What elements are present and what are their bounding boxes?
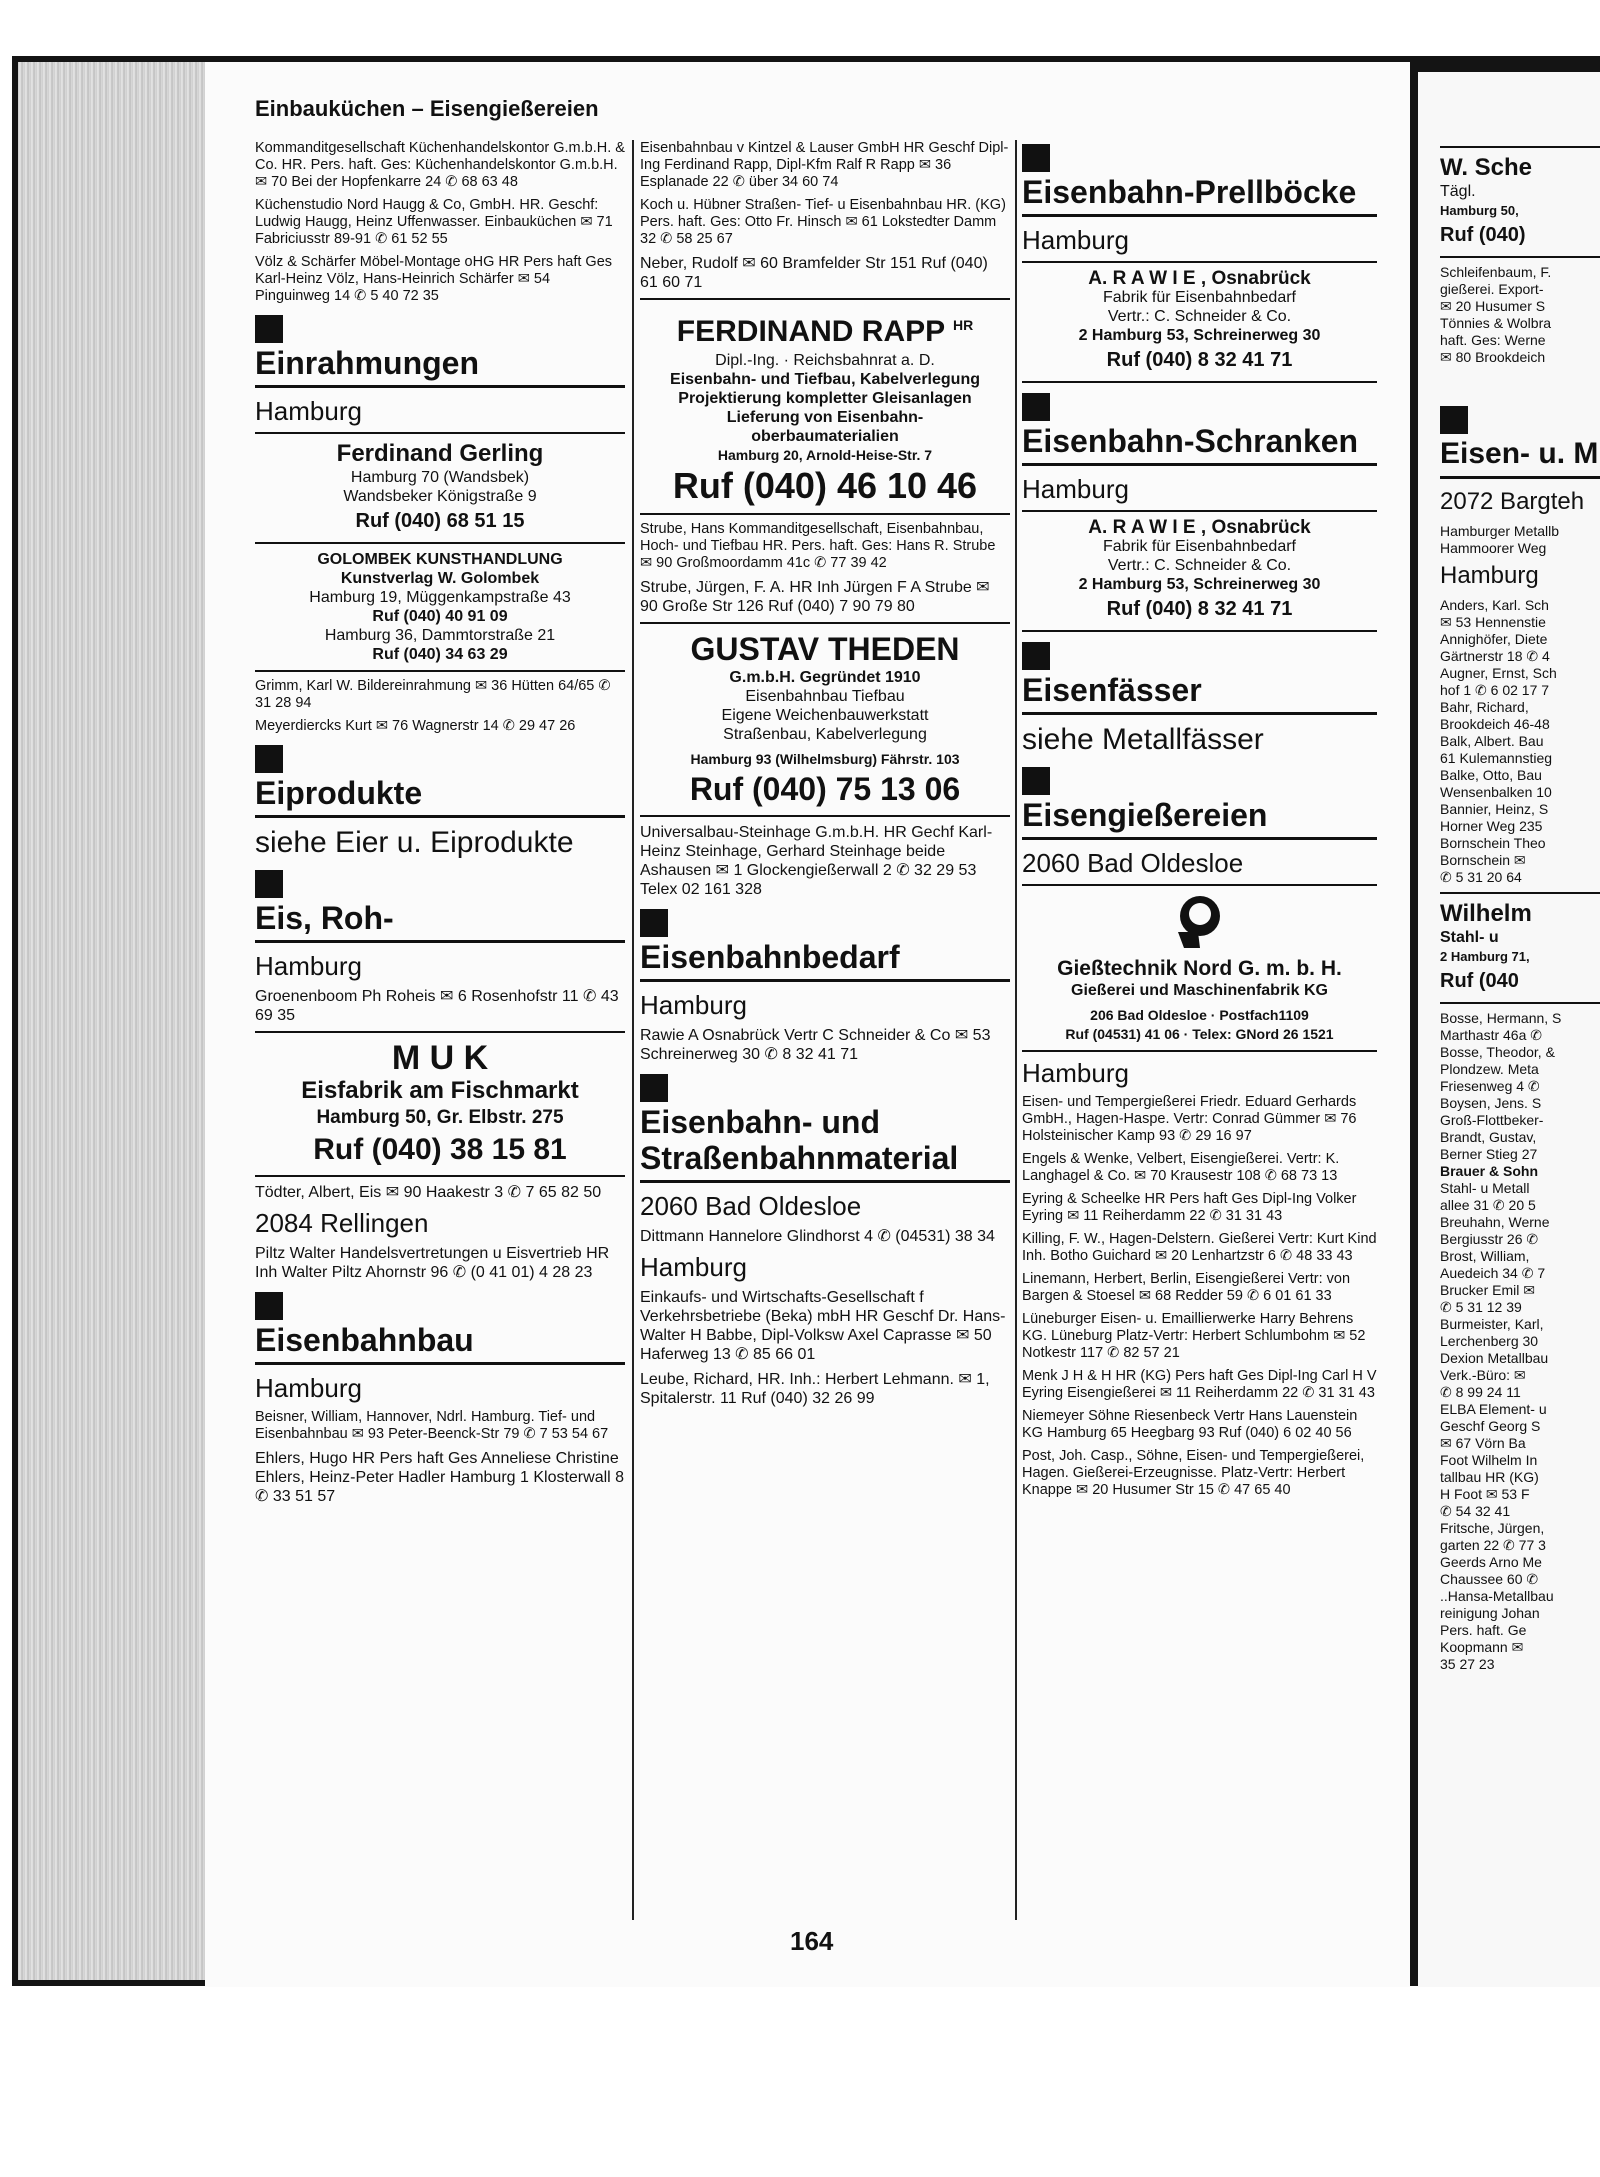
listing-entry: Anders, Karl. Sch [1440,597,1549,613]
city-heading: Hamburg [255,1373,362,1403]
listing-entry: Plondzew. Meta [1440,1061,1539,1077]
listing-entry: ✆ 5 31 12 39 [1440,1299,1522,1315]
column-3 [1022,140,1377,1505]
rule [640,622,1010,624]
listing-entry: allee 31 ✆ 20 5 [1440,1197,1536,1213]
ad-line: Hamburg 93 (Wilhelmsburg) Fährstr. 103 [690,751,960,767]
section-heading: Eisenbahn-Prellböcke [1022,174,1357,210]
ad-line: Fabrik für Eisenbahnbedarf [1103,289,1296,306]
city-heading: Hamburg [1022,225,1129,255]
listing-entry: Einkaufs- und Wirtschafts-Gesellschaft f Verkehrsbetriebe (Beka) mbH HR Geschf Dr. Hans-Walter H Babbe, Dipl-Volksw Axel Caprasse ✉ 50 Haferweg 13 ✆ 85 66 01 [640,1289,1006,1363]
section-rule [640,1180,1010,1183]
listing-entry: Bornschein ✉ [1440,852,1526,868]
listing-entry: Bornschein Theo [1440,835,1546,851]
listing-entry: Engels & Wenke, Velbert, Eisengießerei. Vertr: K. Langhagel & Co. ✉ 70 Krausestr 108 ✆ 68 73 13 [1022,1151,1340,1184]
listing-entry: tallbau HR (KG) [1440,1469,1539,1485]
listing-entry: ✆ 8 99 24 11 [1440,1384,1521,1400]
listing-entry: Fritsche, Jürgen, [1440,1520,1545,1536]
city-heading: Hamburg [640,1252,747,1282]
listing-entry: H Foot ✉ 53 F [1440,1486,1530,1502]
section-marker [640,909,668,937]
ad-line: Hamburg 20, Arnold-Heise-Str. 7 [717,447,933,463]
listing-entry: Geerds Arno Me [1440,1554,1542,1570]
advertisement-gerling [255,440,625,536]
advertisement-rapp [640,306,1010,507]
column-2 [640,140,1010,1414]
section-rule [255,940,625,943]
column-divider [1015,140,1017,1920]
rule [1440,256,1600,258]
city-heading: Hamburg [1022,474,1129,504]
listing-entry: hof 1 ✆ 6 02 17 7 [1440,682,1550,698]
ad-line: oberbaumaterialien [751,428,899,445]
rule [1440,892,1600,894]
section-marker [255,1292,283,1320]
ad-line: Kunstverlag W. Golombek [340,570,540,587]
listing-entry: Strube, Hans Kommanditgesellschaft, Eisenbahnbau, Hoch- und Tiefbau HR. Pers. haft. Ges: Hans R. Strube ✉ 90 Großmoordamm 41c ✆ 77 39 42 [640,521,996,571]
section-marker [255,870,283,898]
listing-entry: 35 27 23 [1440,1656,1495,1672]
rule [1022,1050,1377,1052]
listing-entry: Breuhahn, Werne [1440,1214,1550,1230]
column-4-partial [1440,140,1600,1673]
ad-name: FERDINAND RAPP $^{HR}$ [676,315,974,348]
city-heading: 2060 Bad Oldesloe [640,1191,862,1221]
listing-entry: Koopmann ✉ [1440,1639,1524,1655]
city-heading: 2060 Bad Oldesloe [1022,848,1244,878]
ad-name: A. R A W I E , Osnabrück [1088,268,1311,289]
rule [255,1175,625,1177]
listing-entry: Beisner, William, Hannover, Ndrl. Hamburg. Tief- und Eisenbahnbau ✉ 93 Peter-Beenck-Str 79 ✆ 7 53 54 67 [255,1409,609,1442]
listing-entry: Geschf Georg S [1440,1418,1541,1434]
listing-entry: Augner, Ernst, Sch [1440,665,1557,681]
listing-entry: Bannier, Heinz, S [1440,801,1549,817]
ad-line: Fabrik für Eisenbahnbedarf [1103,538,1296,555]
listing-entry: Piltz Walter Handelsvertretungen u Eisvertrieb HR Inh Walter Piltz Ahornstr 96 ✆ (0 41 01) 4 28 23 [255,1245,610,1281]
listing-entry: ✉ 53 Hennenstie [1440,614,1546,630]
listing-entry: Kommanditgesellschaft Küchenhandelskontor G.m.b.H. & Co. HR. Pers. haft. Ges: Küchenhandelskontor G.m.b.H. ✉ 70 Bei der Hopfenkarre 24 ✆ 68 63 48 [255,140,625,190]
section-heading: Eisenbahnbau [255,1322,474,1358]
ad-name: W. Sche [1440,154,1533,181]
ad-phone: Ruf (040) [1440,224,1526,246]
listing-entry: Hammoorer Weg [1440,540,1547,556]
ad-line: Vertr.: C. Schneider & Co. [1107,308,1292,325]
listing-entry: Ehlers, Hugo HR Pers haft Ges Anneliese Christine Ehlers, Heinz-Peter Hadler Hamburg 1 Klosterwall 8 ✆ 33 51 57 [255,1450,625,1505]
ad-line: Eisenbahn- und Tiefbau, Kabelverlegung [670,371,980,388]
section-rule [1022,214,1377,217]
listing-entry: Horner Weg 235 [1440,818,1543,834]
section-marker [255,745,283,773]
listing-entry: Verk.-Büro: ✉ [1440,1367,1526,1383]
ad-line: Dipl.-Ing. · Reichsbahnrat a. D. [715,352,935,369]
listing-entry: Lüneburger Eisen- u. Emaillierwerke Harry Behrens KG. Lüneburg Platz-Vertr: Herbert Schlumbohm ✉ 52 Notkestr 117 ✆ 82 57 21 [1022,1311,1366,1361]
section-rule [1022,463,1377,466]
listing-entry: Dexion Metallbau [1440,1350,1549,1366]
listing-entry: Foot Wilhelm In [1440,1452,1538,1468]
ad-line: Tägl. [1440,183,1476,200]
ad-line: 2 Hamburg 53, Schreinerweg 30 [1078,576,1321,593]
listing-entry: Eyring & Scheelke HR Pers haft Ges Dipl-Ing Volker Eyring ✉ 11 Reiherdamm 22 ✆ 31 31 43 [1022,1191,1357,1224]
rule [640,815,1010,817]
listing-entry: gießerei. Export- [1440,281,1544,297]
advertisement-theden [640,630,1010,809]
ad-line: Gießerei und Maschinenfabrik KG [1071,982,1328,999]
listing-entry: Balk, Albert. Bau [1440,733,1544,749]
listing-entry: Annighöfer, Diete [1440,631,1548,647]
section-heading: Eisengießereien [1022,797,1268,833]
section-marker [640,1074,668,1102]
ad-name: A. R A W I E , Osnabrück [1088,517,1311,538]
rule [1022,510,1377,512]
listing-entry: Bergiusstr 26 ✆ [1440,1231,1539,1247]
listing-entry: Völz & Schärfer Möbel-Montage oHG HR Pers haft Ges Karl-Heinz Völz, Hans-Heinrich Schärfer ✉ 54 Pinguinweg 14 ✆ 5 40 72 35 [255,254,613,304]
ad-line: Hamburg 19, Müggenkampstraße 43 [309,589,571,606]
listing-entry: Brucker Emil ✉ [1440,1282,1535,1298]
listing-entry: ✉ 67 Vörn Ba [1440,1435,1526,1451]
listing-entry: ✆ 5 31 20 64 [1440,869,1522,885]
ad-line: Ruf (040) 34 63 29 [372,646,508,663]
ad-line: Hamburg 70 (Wandsbek) [350,469,530,486]
listing-entry: Auedeich 34 ✆ 7 [1440,1265,1546,1281]
city-heading: Hamburg [255,951,362,981]
listing-entry: Küchenstudio Nord Haugg & Co, GmbH. HR. Geschf: Ludwig Haugg, Heinz Uffenwasser. Einbauküchen ✉ 71 Fabriciusstr 89-91 ✆ 61 52 55 [255,197,613,247]
section-heading: Eisenfässer [1022,672,1202,708]
listing-entry: Dittmann Hannelore Glindhorst 4 ✆ (04531) 38 34 [640,1228,995,1245]
ad-line: Projektierung kompletter Gleisanlagen [678,390,972,407]
ad-phone: Ruf (040) 8 32 41 71 [1106,598,1293,620]
rule [255,542,625,544]
section-marker [255,315,283,343]
section-marker [1022,642,1050,670]
listing-entry: Bosse, Theodor, & [1440,1044,1555,1060]
listing-entry: Pers. haft. Ge [1440,1622,1527,1638]
ad-name: GUSTAV THEDEN [690,631,960,667]
section-marker [1440,406,1468,434]
listing-entry: Koch u. Hübner Straßen- Tief- u Eisenbahnbau HR. (KG) Pers. haft. Ges: Otto Fr. Hinsch ✉ 61 Lokstedter Damm 32 ✆ 58 25 67 [640,197,1006,247]
listing-entry: Universalbau-Steinhage G.m.b.H. HR Gechf Karl-Heinz Steinhage, Gerhard Steinhage beide Ashausen ✉ 1 Glockengießerwall 2 ✆ 32 29 53 Telex 02 161 328 [640,824,993,898]
page-number: 164 [790,1926,834,1956]
section-rule [255,815,625,818]
section-marker [1022,393,1050,421]
listing-entry: Marthastr 46a ✆ [1440,1027,1542,1043]
listing-entry: ✉ 20 Husumer S [1440,298,1546,314]
listing-entry: Tönnies & Wolbra [1440,315,1552,331]
listing-entry: Post, Joh. Casp., Söhne, Eisen- und Tempergießerei, Hagen. Gießerei-Erzeugnisse. Platz-Vertr: Herbert Knappe ✉ 20 Husumer Str 15 ✆ 47 65 40 [1022,1448,1365,1498]
listing-entry: Grimm, Karl W. Bildereinrahmung ✉ 36 Hütten 64/65 ✆ 31 28 94 [255,678,611,711]
ad-line: Ruf (04531) 41 06 · Telex: GNord 26 1521 [1065,1026,1334,1042]
section-heading: Eisen- u. M [1440,437,1599,470]
city-heading: 2084 Rellingen [255,1208,429,1238]
rule [255,670,625,672]
listing-entry: Bahr, Richard, [1440,699,1529,715]
rule [255,432,625,434]
ad-name: M U K [391,1039,489,1077]
listing-entry: Rawie A Osnabrück Vertr C Schneider & Co ✉ 53 Schreinerweg 30 ✆ 8 32 41 71 [640,1027,991,1063]
listing-entry: 61 Kulemannstieg [1440,750,1553,766]
advertisement-rawie [1022,518,1377,624]
section-rule [1022,712,1377,715]
listing-entry: ELBA Element- u [1440,1401,1547,1417]
page-edges [18,62,213,1980]
ad-name: Ferdinand Gerling [336,440,544,467]
listing-entry: Eisenbahnbau v Kintzel & Lauser GmbH HR Geschf Dipl-Ing Ferdinand Rapp, Dipl-Kfm Ralf R Rapp ✉ 36 Esplanade 22 ✆ über 34 60 74 [640,140,1009,190]
advertisement-giesstechnik [1022,892,1377,1044]
advertisement-rawie [1022,269,1377,375]
listing-entry: garten 22 ✆ 77 3 [1440,1537,1546,1553]
listing-entry: Boysen, Jens. S [1440,1095,1542,1111]
section-rule [640,979,1010,982]
listing-entry: Wensenbalken 10 [1440,784,1552,800]
listing-entry: Brost, William, [1440,1248,1530,1264]
ad-line: Stahl- u [1440,929,1499,946]
section-heading: Eis, Roh- [255,900,394,936]
listing-entry: Gärtnerstr 18 ✆ 4 [1440,648,1550,664]
running-header: Einbauküchen – Eisengießereien [255,96,599,121]
ad-name: Gießtechnik Nord G. m. b. H. [1057,957,1342,980]
section-marker [1022,144,1050,172]
ad-phone: Ruf (040 [1440,970,1519,992]
section-heading: Eiprodukte [255,775,423,811]
listing-entry: Neber, Rudolf ✉ 60 Bramfelder Str 151 Ruf (040) 61 60 71 [640,255,988,291]
ad-line: Eisenbahnbau Tiefbau [745,688,905,705]
ad-phone: Ruf (040) 38 15 81 [313,1133,567,1166]
city-heading: Hamburg [1022,1058,1129,1088]
advertisement-partial [1440,154,1600,250]
ad-name: Wilhelm [1440,900,1532,927]
advertisement-wilhelm [1440,900,1600,996]
ad-line: 206 Bad Oldesloe · Postfach1109 [1090,1007,1309,1023]
column-1 [255,140,625,1512]
listing-entry: Bosse, Hermann, S [1440,1010,1562,1026]
rule [1022,884,1377,886]
listing-entry: Groenenboom Ph Roheis ✉ 6 Rosenhofstr 11 ✆ 43 69 35 [255,988,619,1024]
city-heading: Hamburg [1440,562,1539,589]
rule [640,513,1010,515]
listing-entry: ..Hansa-Metallbau [1440,1588,1554,1604]
listing-entry: Strube, Jürgen, F. A. HR Inh Jürgen F A Strube ✉ 90 Große Str 126 Ruf (040) 7 90 79 80 [640,579,990,615]
ad-line: Wandsbeker Königstraße 9 [343,488,537,505]
listing-entry: Schleifenbaum, F. [1440,264,1552,280]
ad-phone: Ruf (040) 46 10 46 [672,465,978,506]
city-heading: Hamburg [640,990,747,1020]
ad-phone: Ruf (040) 68 51 15 [355,510,525,532]
listing-entry: Friesenweg 4 ✆ [1440,1078,1540,1094]
see-reference: siehe Eier u. Eiprodukte [255,826,574,859]
listing-entry: Brookdeich 46-48 [1440,716,1550,732]
listing-entry: Burmeister, Karl, [1440,1316,1544,1332]
ad-line: Hamburg 50, [1440,203,1519,218]
section-heading: Eisenbahn-Schranken [1022,423,1359,459]
listing-entry: ✉ 80 Brookdeich [1440,349,1546,365]
listing-entry: Menk J H & H HR (KG) Pers haft Ges Dipl-Ing Carl H V Eyring Eisengießerei ✉ 11 Reiherdamm 22 ✆ 31 31 43 [1022,1368,1377,1401]
listing-entry: Balke, Otto, Bau [1440,767,1542,783]
listing-entry: Meyerdiercks Kurt ✉ 76 Wagnerstr 14 ✆ 29 47 26 [255,718,576,734]
city-heading: Hamburg [255,396,362,426]
section-marker [1022,767,1050,795]
section-rule [1440,476,1600,479]
see-reference: siehe Metallfässer [1022,723,1264,756]
section-heading: Straßenbahnmaterial [640,1140,959,1176]
listing-entry: haft. Ges: Werne [1440,332,1546,348]
ladle-logo-icon [1170,892,1230,952]
listing-entry: Groß-Flottbeker- [1440,1112,1544,1128]
ad-line: G.m.b.H. Gegründet 1910 [729,669,921,686]
ad-line: Lieferung von Eisenbahn- [726,409,924,426]
listing-entry: Leube, Richard, HR. Inh.: Herbert Lehmann. ✉ 1, Spitalerstr. 11 Ruf (040) 32 26 99 [640,1371,990,1407]
listing-entry: Berner Stieg 27 [1440,1146,1538,1162]
rule [1022,381,1377,383]
section-rule [255,385,625,388]
section-rule [255,1362,625,1365]
listing-entry: Hamburger Metallb [1440,523,1560,539]
listing-entry: Killing, F. W., Hagen-Delstern. Gießerei Vertr: Kurt Kind Inh. Botho Guichard ✉ 20 Lenhartzstr 6 ✆ 48 33 43 [1022,1231,1377,1264]
rule [1022,261,1377,263]
listing-entry: Brauer & Sohn [1440,1163,1539,1179]
ad-line: Hamburg 36, Dammtorstraße 21 [324,627,556,644]
listing-entry: Niemeyer Söhne Riesenbeck Vertr Hans Lauenstein KG Hamburg 65 Heegbarg 93 Ruf (040) 6 02 40 56 [1022,1408,1358,1441]
ad-line: Straßenbau, Kabelverlegung [723,726,927,743]
ad-phone: Ruf (040) 8 32 41 71 [1106,349,1293,371]
city-heading: 2072 Bargteh [1440,488,1585,515]
listing-entry: Lerchenberg 30 [1440,1333,1539,1349]
advertisement-muk [255,1039,625,1169]
ad-line: 2 Hamburg 53, Schreinerweg 30 [1078,327,1321,344]
section-rule [1022,837,1377,840]
advertisement-golombek [255,550,625,664]
listing-entry: Stahl- u Metall [1440,1180,1530,1196]
listing-entry: Brandt, Gustav, [1440,1129,1537,1145]
rule [640,298,1010,300]
ad-name: GOLOMBEK KUNSTHANDLUNG [317,551,563,568]
rule [1022,630,1377,632]
listing-entry: Tödter, Albert, Eis ✉ 90 Haakestr 3 ✆ 7 65 82 50 [255,1184,602,1201]
listing-entry: ✆ 54 32 41 [1440,1503,1511,1519]
section-heading: Eisenbahn- und [640,1104,880,1140]
listing-entry: Chaussee 60 ✆ [1440,1571,1539,1587]
ad-line: Hamburg 50, Gr. Elbstr. 275 [316,1107,564,1128]
rule [255,1031,625,1033]
column-divider [632,140,634,1920]
rule [1440,1002,1600,1004]
ad-line: 2 Hamburg 71, [1440,949,1530,964]
ad-phone: Ruf (040) 75 13 06 [689,771,961,807]
ad-line: Vertr.: C. Schneider & Co. [1107,557,1292,574]
listing-entry: reinigung Johan [1440,1605,1540,1621]
section-heading: Einrahmungen [255,345,480,381]
ad-line: Eisfabrik am Fischmarkt [301,1077,579,1104]
listing-entry: Linemann, Herbert, Berlin, Eisengießerei Vertr: von Bargen & Stoesel ✉ 68 Redder 59 ✆ 6 01 61 33 [1022,1271,1351,1304]
ad-line: Eigene Weichenbauwerkstatt [721,707,929,724]
section-heading: Eisenbahnbedarf [640,939,900,975]
listing-entry: Eisen- und Tempergießerei Friedr. Eduard Gerhards GmbH., Hagen-Haspe. Vertr: Conrad Gümmer ✉ 76 Holsteinischer Kamp 93 ✆ 29 16 97 [1022,1094,1357,1144]
ad-line: Ruf (040) 40 91 09 [372,608,508,625]
rule [1440,146,1600,148]
